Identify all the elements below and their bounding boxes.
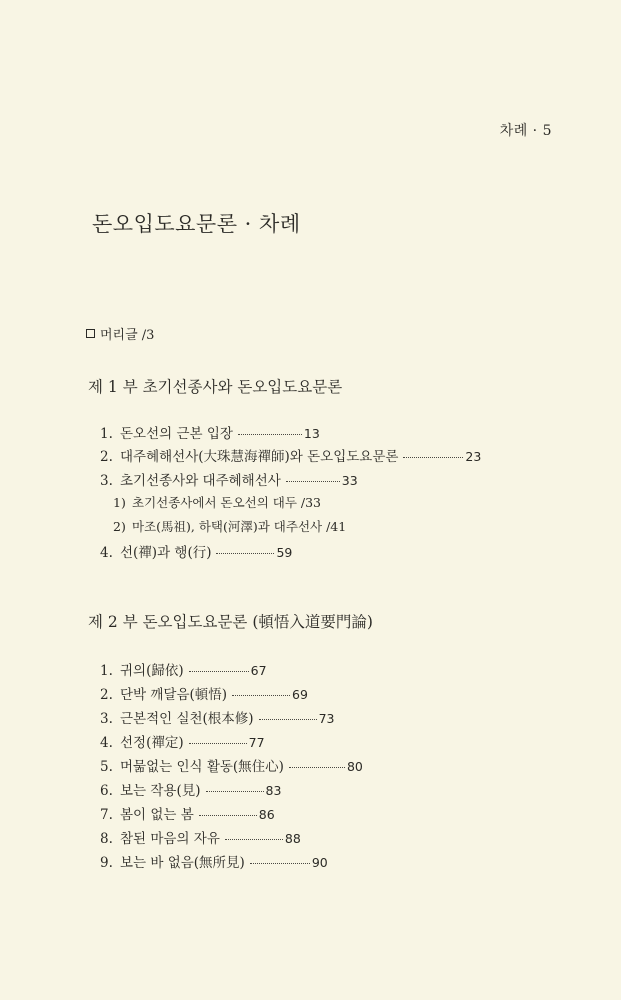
entry-number: 4. — [100, 735, 113, 751]
entry-title: 참된 마음의 자유 — [120, 831, 220, 847]
leader-dots — [286, 481, 340, 482]
leader-dots — [403, 457, 463, 458]
entry-title: 초기선종사에서 돈오선의 대두 /33 — [132, 495, 322, 510]
leader-dots — [199, 815, 257, 816]
toc-entry[interactable] — [100, 755, 363, 775]
leader-dots — [189, 743, 247, 744]
leader-dots — [189, 671, 249, 672]
entry-page: 59 — [276, 545, 293, 560]
entry-page: 80 — [346, 759, 363, 774]
entry-number: 2. — [100, 449, 113, 465]
entry-number: 7. — [100, 807, 113, 823]
page-title: 돈오입도요문론 · 차례 — [92, 212, 301, 236]
entry-title: 선(禪)과 행(行) — [120, 545, 212, 561]
entry-number: 1. — [100, 663, 113, 679]
entry-number: 3. — [100, 473, 113, 489]
leader-dots — [232, 695, 290, 696]
entry-title: 돈오선의 근본 입장 — [120, 426, 233, 442]
entry-page: 77 — [248, 735, 265, 750]
part2-title: 제 2 부 돈오입도요문론 (頓悟入道要門論) — [88, 613, 373, 631]
toc-entry[interactable] — [100, 659, 267, 679]
entry-page: 13 — [303, 426, 320, 441]
part1-title: 제 1 부 초기선종사와 돈오입도요문론 — [88, 378, 343, 396]
toc-entry[interactable] — [100, 422, 320, 442]
toc-entry[interactable] — [100, 707, 334, 727]
entry-page: 86 — [258, 807, 275, 822]
preface-entry[interactable] — [86, 324, 154, 343]
entry-number: 1. — [100, 426, 113, 442]
entry-page: 88 — [284, 831, 301, 846]
entry-title: 초기선종사와 대주혜해선사 — [120, 473, 281, 489]
entry-title: 대주혜해선사(大珠慧海禪師)와 돈오입도요문론 — [120, 449, 399, 465]
entry-title: 마조(馬祖), 하택(河澤)과 대주선사 /41 — [132, 519, 347, 534]
entry-number: 9. — [100, 855, 113, 871]
toc-entry[interactable] — [100, 827, 301, 847]
leader-dots — [238, 434, 302, 435]
entry-title: 선정(禪定) — [120, 735, 184, 751]
entry-number: 2. — [100, 687, 113, 703]
entry-title: 보는 작용(見) — [120, 783, 201, 799]
toc-entry[interactable] — [100, 445, 481, 465]
toc-entry[interactable] — [100, 469, 358, 489]
entry-title: 근본적인 실천(根本修) — [120, 711, 254, 727]
entry-number: 1) — [113, 495, 126, 510]
entry-title: 봄이 없는 봄 — [120, 807, 194, 823]
entry-page: 73 — [318, 711, 335, 726]
entry-number: 6. — [100, 783, 113, 799]
toc-subentry[interactable] — [113, 493, 321, 511]
entry-page: 90 — [311, 855, 328, 870]
entry-number: 2) — [113, 519, 126, 534]
entry-page: 23 — [465, 449, 482, 464]
entry-page: 69 — [292, 687, 308, 702]
toc-subentry[interactable] — [113, 517, 346, 535]
leader-dots — [206, 791, 264, 792]
toc-entry[interactable] — [100, 803, 275, 823]
running-header: 차례 · 5 — [499, 123, 552, 139]
leader-dots — [225, 839, 283, 840]
leader-dots — [259, 719, 317, 720]
leader-dots — [289, 767, 345, 768]
entry-number: 4. — [100, 545, 113, 561]
entry-title: 머묾없는 인식 활동(無住心) — [120, 759, 284, 775]
entry-number: 3. — [100, 711, 113, 727]
leader-dots — [250, 863, 310, 864]
entry-number: 5. — [100, 759, 113, 775]
entry-title: 단박 깨달음(頓悟) — [120, 687, 228, 703]
toc-entry[interactable] — [100, 779, 281, 799]
preface-label: 머리글 /3 — [100, 328, 155, 343]
toc-entry[interactable] — [100, 731, 265, 751]
entry-number: 8. — [100, 831, 113, 847]
entry-page: 67 — [250, 663, 267, 678]
entry-title: 보는 바 없음(無所見) — [120, 855, 245, 871]
entry-title: 귀의(歸依) — [120, 663, 184, 679]
square-bullet-icon — [86, 329, 95, 338]
leader-dots — [216, 553, 274, 554]
toc-entry[interactable] — [100, 683, 308, 703]
toc-entry[interactable] — [100, 541, 292, 561]
entry-page: 83 — [265, 783, 282, 798]
toc-entry[interactable] — [100, 851, 328, 871]
entry-page: 33 — [341, 473, 358, 488]
